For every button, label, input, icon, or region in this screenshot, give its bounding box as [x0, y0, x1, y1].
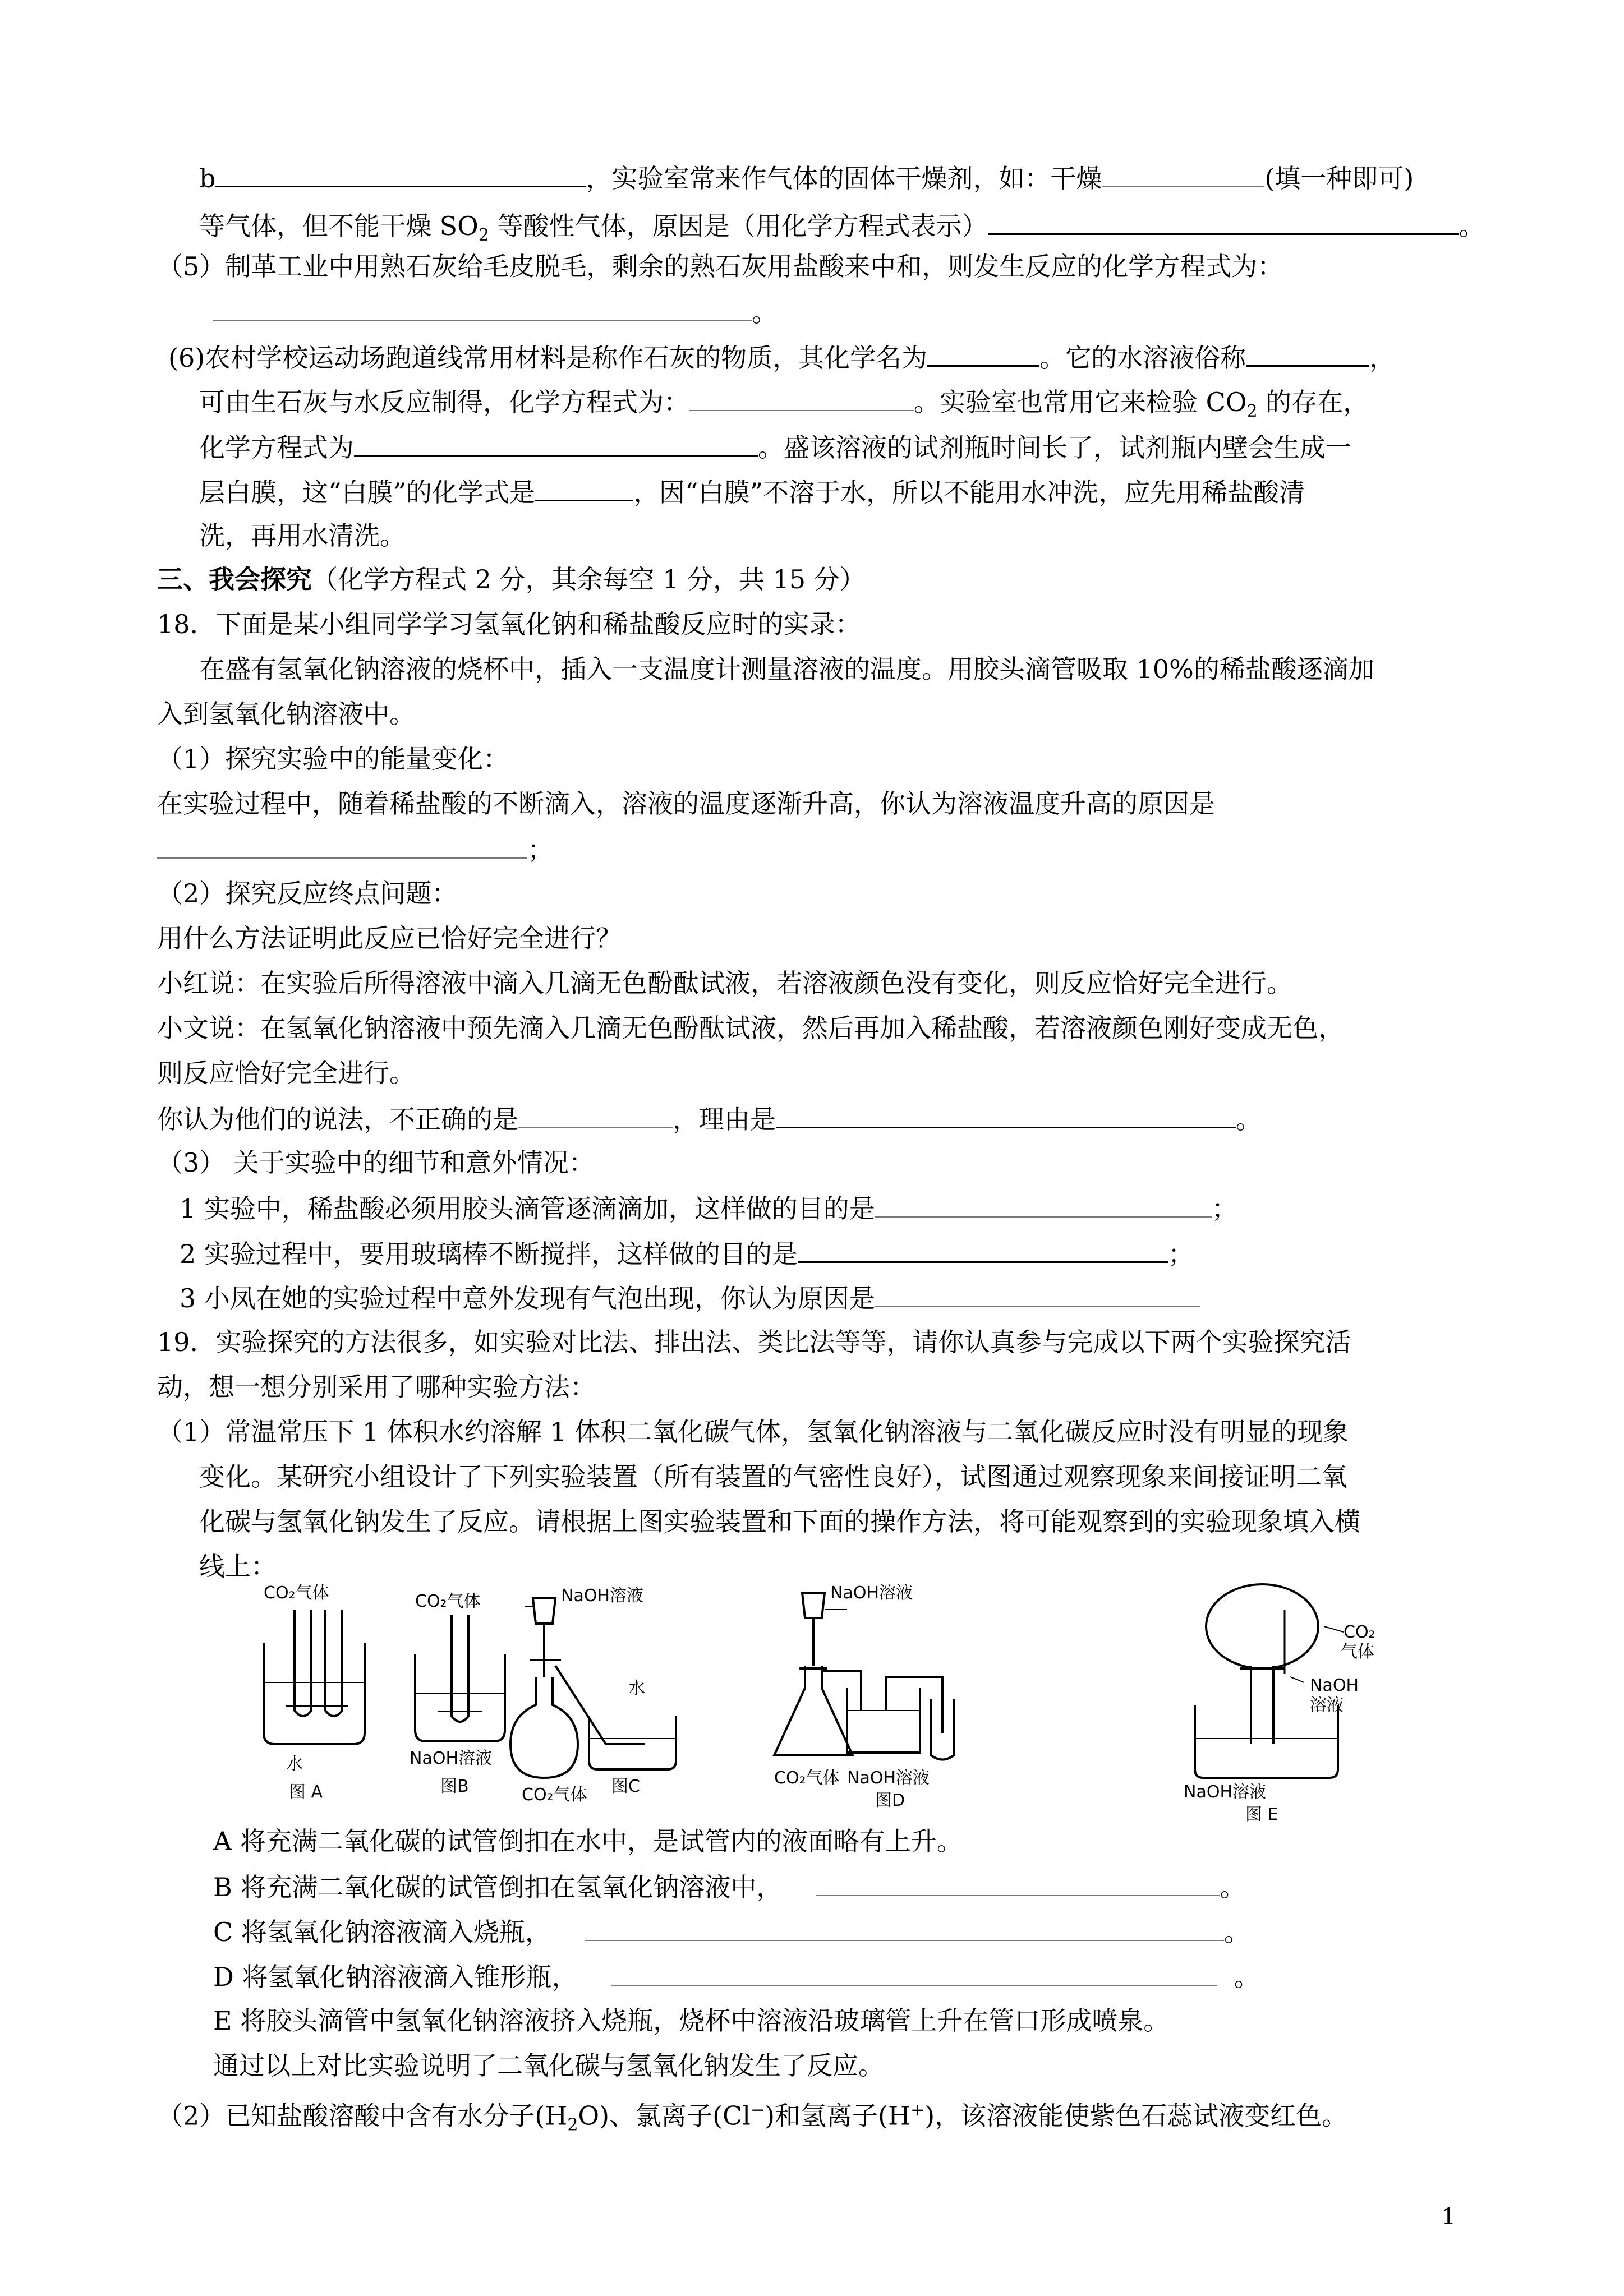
- question-line: b ，实验室常来作气体的固体干燥剂，如：干燥 (填一种即可): [199, 160, 1414, 195]
- figure-label: NaOH溶液: [561, 1586, 643, 1606]
- answer-blank[interactable]: [611, 1959, 1217, 1986]
- figure-caption: 图C: [611, 1777, 640, 1796]
- apparatus-d: [774, 1593, 954, 1760]
- question-line: ；: [157, 832, 553, 866]
- answer-blank[interactable]: [213, 294, 752, 321]
- figure-caption: 图 E: [1245, 1805, 1278, 1823]
- answer-blank[interactable]: [354, 429, 758, 457]
- question-line: 可由生石灰与水反应制得，化学方程式为： 。实验室也常用它来检验 $CO_2$ 的存在，: [199, 384, 1369, 428]
- answer-blank[interactable]: [988, 208, 1459, 235]
- question-line: （1）常温常压下 1 体积水约溶解 1 体积二氧化碳气体，氢氧化钠溶液与二氧化碳反应时没有明显的现象: [157, 1417, 1349, 1447]
- question-line: 通过以上对比实验说明了二氧化碳与氢氧化钠发生了反应。: [213, 2050, 884, 2081]
- question-line: 层白膜，这“白膜”的化学式是 ，因“白膜”不溶于水，所以不能用水冲洗，应先用稀盐酸清: [199, 474, 1305, 509]
- figure-label: NaOH溶液: [410, 1749, 492, 1768]
- question-line: 变化。某研究小组设计了下列实验装置（所有装置的气密性良好），试图通过观察现象来间接证明二氧: [199, 1461, 1347, 1492]
- question-line: 3 小凤在她的实验过程中意外发现有气泡出现，你认为原因是: [180, 1280, 1200, 1315]
- question-line: D 将氢氧化钠溶液滴入锥形瓶， 。: [213, 1959, 1260, 1994]
- figure-label: NaOH溶液: [830, 1583, 913, 1603]
- answer-blank[interactable]: [1102, 160, 1264, 187]
- page-number: 1: [1441, 2204, 1456, 2230]
- question-line: 小文说：在氢氧化钠溶液中预先滴入几滴无色酚酞试液，然后再加入稀盐酸，若溶液颜色刚好变成无色，: [157, 1013, 1344, 1043]
- question-line: E 将胶头滴管中氢氧化钠溶液挤入烧瓶，烧杯中溶液沿玻璃管上升在管口形成喷泉。: [213, 2005, 1170, 2036]
- question-line: 化学方程式为 。盛该溶液的试剂瓶时间长了，试剂瓶内壁会生成一: [199, 429, 1351, 464]
- figure-label: CO₂气体: [415, 1592, 481, 1611]
- question-line: 用什么方法证明此反应已恰好完全进行？: [157, 923, 622, 953]
- question-line: 。: [213, 294, 778, 329]
- figure-caption: 图B: [440, 1777, 469, 1796]
- answer-blank[interactable]: [776, 1101, 1236, 1128]
- question-line: 线上：: [199, 1551, 277, 1582]
- apparatus-c: [510, 1598, 676, 1778]
- answer-blank[interactable]: [798, 1235, 1168, 1263]
- answer-blank[interactable]: [215, 160, 586, 187]
- answer-blank[interactable]: [927, 339, 1039, 367]
- figure-label: 气体: [1341, 1642, 1374, 1662]
- figure-label: 水: [628, 1679, 645, 1698]
- question-line: 动，想一想分别采用了哪种实验方法：: [157, 1372, 596, 1402]
- figure-label: 水: [286, 1754, 303, 1774]
- figure-label: NaOH溶液: [847, 1768, 930, 1788]
- question-line: （2）探究反应终点问题：: [157, 878, 458, 909]
- question-line: 等气体，但不能干燥 $SO_2$ 等酸性气体，原因是（用化学方程式表示） 。: [199, 208, 1485, 252]
- question-line: 2 实验过程中，要用玻璃棒不断搅拌，这样做的目的是 ；: [180, 1235, 1194, 1271]
- question-line: 你认为他们的说法，不正确的是 ，理由是 。: [157, 1101, 1262, 1136]
- answer-blank[interactable]: [535, 474, 633, 501]
- question-line: 小红说：在实验后所得溶液中滴入几滴无色酚酞试液，若溶液颜色没有变化，则反应恰好完全进行。: [157, 968, 1292, 998]
- figure-label: 溶液: [1310, 1695, 1344, 1715]
- figure-label: NaOH: [1310, 1676, 1359, 1695]
- figure-label: CO₂气体: [774, 1768, 840, 1788]
- question-line: 1 实验中，稀盐酸必须用胶头滴管逐滴滴加，这样做的目的是 ；: [180, 1191, 1237, 1225]
- question-line: 19．实验探究的方法很多，如实验对比法、排出法、类比法等等，请你认真参与完成以下两个实验探究活: [157, 1327, 1351, 1357]
- answer-blank[interactable]: [689, 384, 914, 411]
- answer-blank[interactable]: [518, 1101, 673, 1128]
- answer-blank[interactable]: [1246, 339, 1369, 367]
- question-line: 化碳与氢氧化钠发生了反应。请根据上图实验装置和下面的操作方法，将可能观察到的实验现象填入横: [199, 1506, 1360, 1537]
- answer-blank[interactable]: [875, 1191, 1212, 1218]
- answer-blank[interactable]: [585, 1914, 1224, 1941]
- answer-blank[interactable]: [875, 1280, 1200, 1307]
- question-line: 洗，再用水清洗。: [199, 520, 406, 551]
- figure-label: CO₂气体: [522, 1785, 587, 1805]
- apparatus-b: [415, 1615, 505, 1741]
- apparatus-a: [264, 1610, 365, 1744]
- question-line: (6)农村学校运动场跑道线常用材料是称作石灰的物质，其化学名为 。它的水溶液俗称 ，: [168, 339, 1395, 375]
- question-line: （5）制革工业中用熟石灰给毛皮脱毛，剩余的熟石灰用盐酸来中和，则发生反应的化学方程式为：: [157, 251, 1283, 282]
- apparatus-figure: [241, 1576, 1520, 1823]
- question-line: 18．下面是某小组同学学习氢氧化钠和稀盐酸反应时的实录：: [157, 609, 861, 639]
- question-line: 则反应恰好完全进行。: [157, 1058, 415, 1088]
- figure-caption: 图D: [875, 1791, 905, 1810]
- figure-caption: 图 A: [289, 1782, 323, 1802]
- figure-label: NaOH溶液: [1184, 1782, 1266, 1802]
- question-line: A 将充满二氧化碳的试管倒扣在水中，是试管内的液面略有上升。: [213, 1826, 963, 1856]
- answer-blank[interactable]: [816, 1869, 1220, 1896]
- figure-label: CO₂: [1344, 1622, 1375, 1642]
- question-line: 入到氢氧化钠溶液中。: [157, 699, 415, 729]
- question-line: 在实验过程中，随着稀盐酸的不断滴入，溶液的温度逐渐升高，你认为溶液温度升高的原因是: [157, 789, 1215, 819]
- question-line: C 将氢氧化钠溶液滴入烧瓶， 。: [213, 1914, 1250, 1949]
- question-line: B 将充满二氧化碳的试管倒扣在氢氧化钠溶液中， 。: [213, 1869, 1245, 1904]
- section-heading: 三、我会探究（化学方程式 2 分，其余每空 1 分，共 15 分）: [157, 564, 866, 594]
- answer-blank[interactable]: [157, 832, 527, 859]
- question-line: （2）已知盐酸溶酸中含有水分子$(H_2O)$、氯离子(Cl−)和氢离子(H+)，该溶液能使紫色石蕊试液变红色。: [157, 2100, 1348, 2135]
- question-line: （1）探究实验中的能量变化：: [157, 744, 509, 774]
- question-line: 在盛有氢氧化钠溶液的烧杯中，插入一支温度计测量溶液的温度。用胶头滴管吸取 10%的稀盐酸逐滴加: [199, 654, 1374, 684]
- question-line: （3） 关于实验中的细节和意外情况：: [157, 1147, 595, 1178]
- figure-label: CO₂气体: [264, 1583, 329, 1603]
